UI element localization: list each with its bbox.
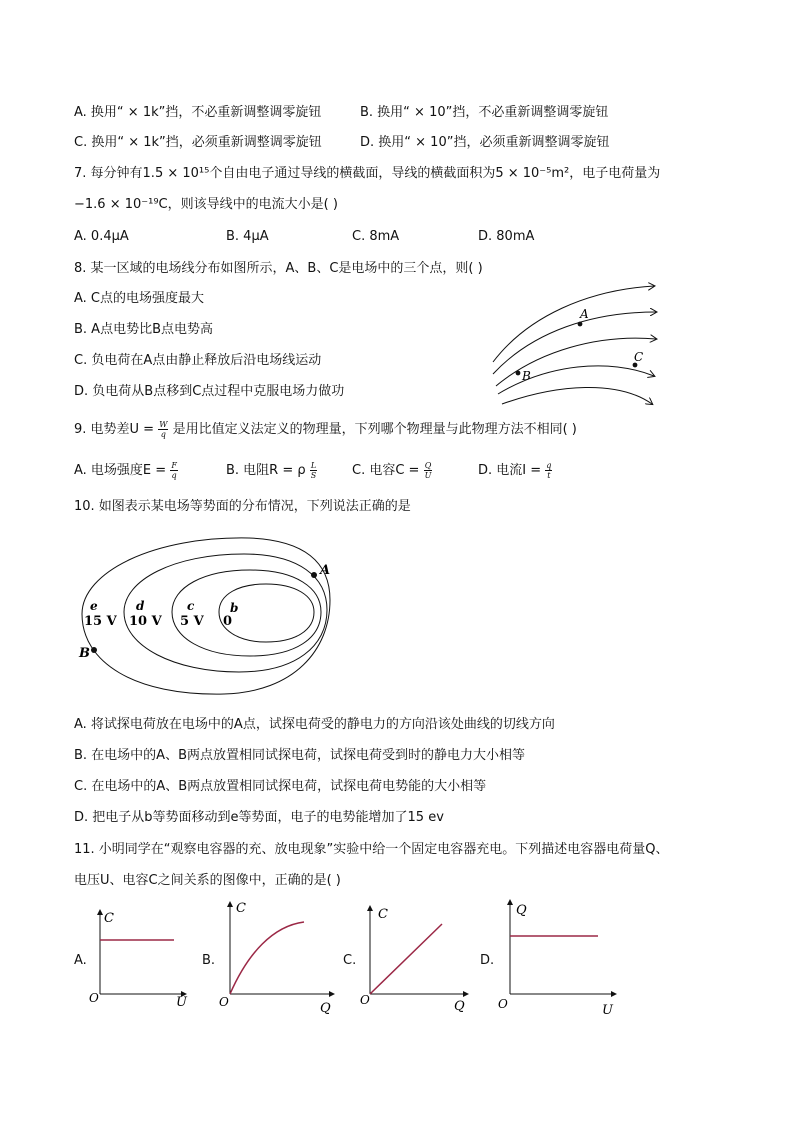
point-b [516,371,521,376]
graph-d-label: D. [480,953,495,968]
q10-option-b: B. 在电场中的A、B两点放置相同试探电荷，试探电荷受到时的静电力大小相等 [74,748,525,763]
point-c-label: C [634,350,644,364]
q9-option-c: C. 电容C = $\frac{Q}{U}$ [352,461,432,480]
surface-e [82,538,330,694]
graph-b-y-label: C [236,901,246,916]
graph-c-x-label: Q [454,999,465,1014]
graph-a-y-label: C [104,911,114,926]
q6-option-a: A. 换用“ × 1k”挡，不必重新调整调零旋钮 [74,105,322,120]
surface-b-name: b [230,601,239,615]
q8-option-a: A. C点的电场强度最大 [74,291,205,306]
graph-b-curve [230,922,304,994]
graph-c-origin: O [360,993,370,1007]
q11-stem-line2: 电压U、电容C之间关系的图像中，正确的是( ) [74,873,341,888]
graph-d [496,896,620,1020]
point-a-label: A [580,307,589,321]
q7-option-c: C. 8mA [352,229,400,244]
surface-c [172,570,321,656]
q9-stem-pre: 9. 电势差U = [74,422,155,437]
q9-stem-post: 是用比值定义法定义的物理量，下列哪个物理量与此物理方法不相同( ) [172,422,577,437]
q9-stem [74,420,577,439]
q9-option-b: B. 电阻R = ρ $\frac{L}{S}$ [226,461,317,480]
q9-option-a: A. 电场强度E = $\frac{F}{q}$ [74,461,177,480]
q7-option-d: D. 80mA [478,229,535,244]
q7-stem-line2: −1.6 × 10⁻¹⁹C，则该导线中的电流大小是( ) [74,197,338,212]
point-b [91,647,97,653]
point-a [311,572,317,578]
q10-option-a: A. 将试探电荷放在电场中的A点，试探电荷受的静电力的方向沿该处曲线的切线方向 [74,717,555,732]
surface-c-value: 5 V [180,614,204,629]
graph-b [218,898,338,1018]
graph-c-label: C. [343,953,357,968]
graph-c-curve [370,924,442,994]
graph-b-label: B. [202,953,216,968]
q9-stem-fraction: $\frac{W}{q}$ [159,420,168,439]
field-line-3 [496,338,656,386]
q8-option-d: D. 负电荷从B点移到C点过程中克服电场力做功 [74,384,345,399]
graph-a [88,906,190,1012]
graph-d-origin: O [498,997,508,1011]
q7-option-a: A. 0.4μA [74,229,129,244]
point-b-label: B [79,646,90,661]
q10-option-c: C. 在电场中的A、B两点放置相同试探电荷，试探电荷电势能的大小相等 [74,779,487,794]
graph-a-origin: O [89,991,99,1005]
q6-option-d: D. 换用“ × 10”挡，必须重新调整调零旋钮 [360,135,610,150]
surface-d-value: 10 V [129,614,162,629]
q6-option-c: C. 换用“ × 1k”挡，必须重新调整调零旋钮 [74,135,322,150]
graph-c-y-label: C [378,907,388,922]
q10-stem: 10. 如图表示某电场等势面的分布情况，下列说法正确的是 [74,499,411,514]
graph-a-x-label: U [176,995,187,1010]
graph-b-x-label: Q [320,1001,331,1016]
q8-stem: 8. 某一区域的电场线分布如图所示，A、B、C是电场中的三个点，则( ) [74,261,483,276]
surface-d-name: d [136,599,145,613]
surface-b-value: 0 [223,614,233,629]
graph-c [360,902,472,1014]
point-a [578,322,583,327]
q9-option-d: D. 电流I = $\frac{q}{t}$ [478,461,552,480]
surface-e-name: e [90,599,98,613]
field-line-5 [502,387,652,404]
graph-d-x-label: U [602,1003,613,1018]
q6-option-b: B. 换用“ × 10”挡，不必重新调整调零旋钮 [360,105,609,120]
q10-option-d: D. 把电子从b等势面移动到e等势面，电子的电势能增加了15 ev [74,810,444,825]
q11-stem-line1: 11. 小明同学在“观察电容器的充、放电现象”实验中给一个固定电容器充电。下列描述电容器电荷量Q、 [74,842,669,857]
graph-a-label: A. [74,953,87,968]
graph-b-origin: O [219,995,229,1009]
q8-option-c: C. 负电荷在A点由静止释放后沿电场线运动 [74,353,322,368]
graph-d-y-label: Q [516,903,527,918]
point-b-label: B [522,369,531,383]
point-a-label: A [320,563,331,578]
q8-option-b: B. A点电势比B点电势高 [74,322,213,337]
q7-stem-line1: 7. 每分钟有1.5 × 10¹⁵个自由电子通过导线的横截面，导线的横截面积为5 × 10⁻⁵m²，电子电荷量为 [74,166,661,181]
field-line-2 [493,312,656,374]
equipotential-figure [74,532,344,698]
surface-c-name: c [187,599,195,613]
q7-option-b: B. 4μA [226,229,269,244]
surface-e-value: 15 V [84,614,117,629]
field-lines-figure [488,276,668,408]
